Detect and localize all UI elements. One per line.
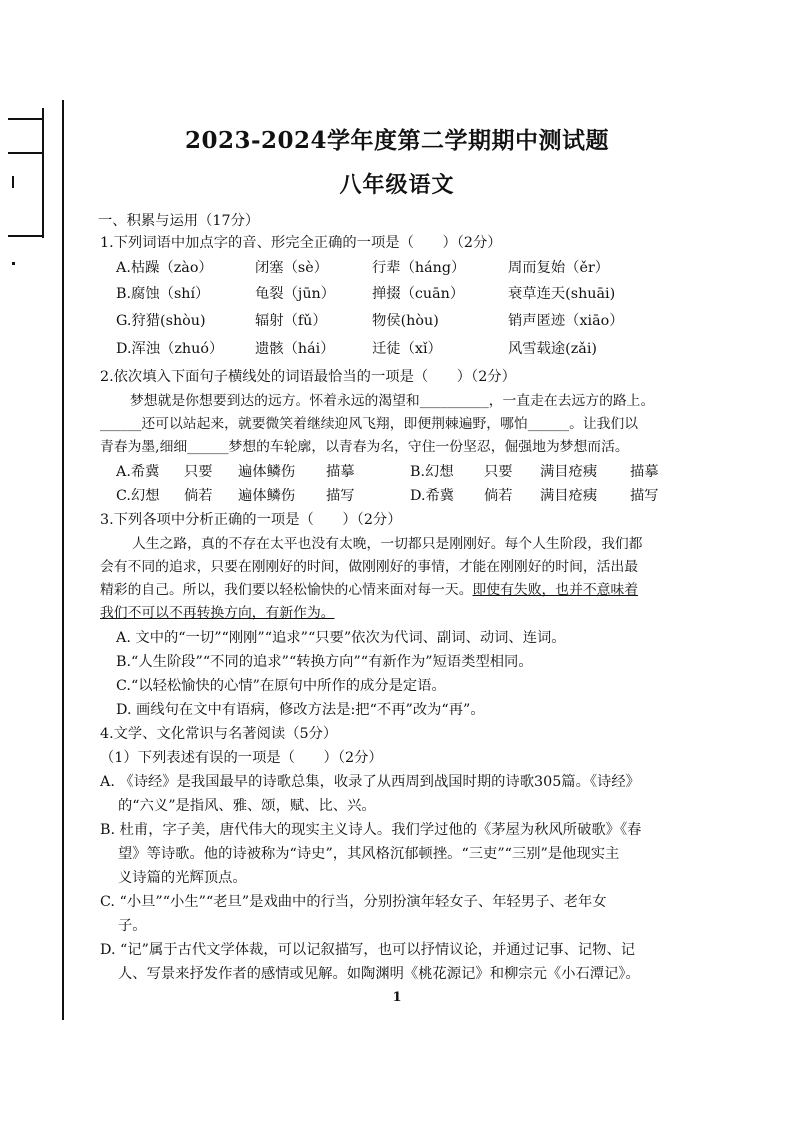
q2-option-cell: 描摹: [630, 464, 659, 480]
q4-option-line: 义诗篇的光辉顶点。: [118, 870, 247, 886]
q2-option-cell: 倘若: [484, 488, 513, 504]
question-2-stem: 2.依次填入下面句子横线处的词语最恰当的一项是（ ）（2分）: [100, 369, 516, 385]
question-1-stem: 1.下列词语中加点字的音、形完全正确的一项是（ ）（2分）: [100, 235, 502, 251]
q2-option-cell: 只要: [484, 464, 513, 480]
q1-option-cell: B.腐蚀（shí）: [116, 286, 210, 302]
q1-option-cell: 掸掇（cuān）: [372, 286, 465, 302]
q1-option-cell: A.枯躁（zào）: [116, 260, 213, 276]
q3-underlined-sentence: 即使有失败，也并不意味着: [472, 582, 639, 598]
q4-option-line: A. 《诗经》是我国最早的诗歌总集，收录了从西周到战国时期的诗歌305篇。《诗经》: [100, 774, 640, 790]
q3-option: D. 画线句在文中有语病，修改方法是:把“不再”改为“再”。: [116, 702, 485, 718]
binding-line: [62, 100, 64, 1020]
q2-passage-line: 青春为墨,细细______梦想的车轮廓，以青春为名，守住一份坚忍，倔强地为梦想而活。: [100, 439, 629, 455]
q3-passage-text: 精彩的自己。所以，我们要以轻松愉快的心情来面对每一天。: [100, 582, 473, 598]
question-3-stem: 3.下列各项中分析正确的一项是（ ）（2分）: [100, 512, 402, 528]
q3-passage-line: 会有不同的追求，只要在刚刚好的时间，做刚刚好的事情，才能在刚刚好的时间，活出最: [100, 559, 639, 575]
q2-option-cell: 满目疮痍: [540, 488, 598, 504]
q3-option: B.“人生阶段”“不同的追求”“转换方向”“有新作为”短语类型相同。: [116, 654, 533, 670]
q4-option-line: C. “小旦”“小生”“老旦”是戏曲中的行当，分别扮演年轻女子、年轻男子、老年女: [100, 894, 607, 910]
q3-passage-line: [100, 584, 638, 598]
q1-option-cell: 物侯(hòu): [372, 313, 439, 329]
q3-underlined-sentence: 我们不可以不再转换方向，有新作为。: [100, 605, 335, 621]
q4-option-line: B. 杜甫，字子美，唐代伟大的现实主义诗人。我们学过他的《茅屋为秋风所破歌》《春: [100, 822, 642, 838]
q2-option-cell: 描写: [326, 488, 355, 504]
q1-option-cell: G.狩猎(shòu): [116, 313, 206, 329]
page-subtitle: 八年级语文: [339, 172, 455, 198]
q1-option-cell: 销声匿迹（xiāo）: [508, 313, 624, 329]
q1-option-cell: 龟裂（jūn）: [255, 286, 336, 302]
q3-passage-line: 人生之路，真的不存在太平也没有太晚，一切都只是刚刚好。每个人生阶段，我们都: [132, 536, 643, 552]
page-title: 2023-2024学年度第二学期期中测试题: [184, 127, 610, 154]
q1-option-cell: 遗骸（hái）: [255, 341, 335, 357]
q1-option-cell: 行辈（háng）: [372, 260, 466, 276]
q2-option-cell: D.希冀: [410, 488, 455, 504]
q1-option-cell: 辐射（fǔ）: [255, 313, 327, 329]
q2-option-cell: C.幻想: [116, 488, 160, 504]
q2-passage-line: 梦想就是你想要到达的远方。怀着永远的渴望和__________，一直走在去远方的路上。: [130, 393, 655, 409]
q2-option-cell: 遍体鳞伤: [238, 464, 296, 480]
page-number: 1: [392, 990, 402, 1005]
q2-option-cell: B.幻想: [410, 464, 454, 480]
q1-option-cell: D.浑浊（zhuó）: [116, 341, 224, 357]
q2-passage-line: ______还可以站起来，就要微笑着继续迎风飞翔，即便荆棘遍野，哪怕______。让我们以: [100, 416, 639, 432]
q2-option-cell: 只要: [184, 464, 213, 480]
q1-option-cell: 迁徒（xǐ）: [372, 341, 442, 357]
q2-option-cell: 描摹: [326, 464, 355, 480]
q4-option-line: 望》等诗歌。他的诗被称为“诗史”，其风格沉郁顿挫。“三吏”“三别”是他现实主: [118, 846, 620, 862]
q2-option-cell: 描写: [630, 488, 659, 504]
question-4-stem: 4.文学、文化常识与名著阅读（5分）: [100, 726, 338, 742]
q2-option-cell: 满目疮痍: [540, 464, 598, 480]
q2-option-cell: A.希冀: [116, 464, 160, 480]
q4-option-line: 人、写景来抒发作者的感情或见解。如陶渊明《桃花源记》和柳宗元《小石潭记》。: [118, 966, 640, 982]
q1-option-cell: 闭塞（sè）: [255, 260, 328, 276]
q3-option: C.“以轻松愉快的心情”在原句中所作的成分是定语。: [116, 678, 446, 694]
q1-option-cell: 衰草连天(shuāi): [508, 286, 616, 302]
q4-option-line: 子。: [118, 918, 147, 934]
q1-option-cell: 周而复始（ěr）: [508, 260, 610, 276]
binding-tick: [8, 118, 44, 120]
section-heading: 一、积累与运用（17分）: [98, 213, 260, 229]
question-4-sub-stem: （1）下列表述有误的一项是（ ）（2分）: [100, 750, 383, 766]
binding-tick: [12, 262, 15, 265]
binding-tick: [8, 235, 44, 237]
q3-option: A. 文中的“一切”“刚刚”“追求”“只要”依次为代词、副词、动词、连词。: [116, 630, 566, 646]
q2-option-cell: 倘若: [184, 488, 213, 504]
q4-option-line: D. “记”属于古代文学体裁，可以记叙描写，也可以抒情议论，并通过记事、记物、记: [100, 942, 636, 958]
q4-option-line: 的“六义”是指风、雅、颂，赋、比、兴。: [118, 798, 376, 814]
q1-option-cell: 风雪载途(zǎi): [508, 341, 597, 357]
q2-option-cell: 遍体鳞伤: [238, 488, 296, 504]
